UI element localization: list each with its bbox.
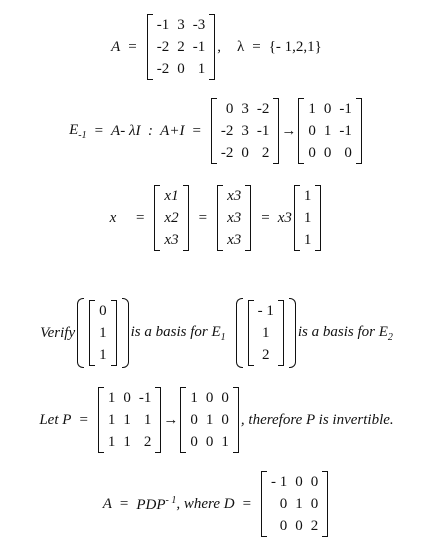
- matrix-col: -1 -2 -2: [156, 17, 170, 77]
- basis-text-2: is a basis for $E_2$: [297, 323, 393, 343]
- equals-sign: =: [135, 209, 145, 226]
- comma: ,: [217, 38, 221, 55]
- equals-sign: =: [119, 495, 129, 512]
- matrix-col: 3 2 0: [177, 17, 185, 77]
- invertible-text: , therefore P is invertible.: [240, 411, 394, 428]
- lambda-symbol: λ: [236, 38, 245, 55]
- matrix-a-plus-i: 0 -2 -2 3 3 0 -2 -1 2: [211, 98, 280, 164]
- eigenvalue-set: {- 1,2,1}: [268, 38, 322, 55]
- arrow-icon: →: [163, 411, 179, 428]
- equals-sign: =: [242, 495, 252, 512]
- vector-x3: x3 x3 x3: [217, 185, 251, 251]
- equals-sign: =: [261, 209, 270, 226]
- equals-sign: =: [94, 122, 104, 139]
- equals-sign: =: [128, 38, 137, 55]
- let-p-label: Let P: [39, 411, 72, 428]
- matrix-a-label: A: [111, 38, 121, 55]
- matrix-identity: 1 0 0 0 1 0 0 0 1: [180, 387, 239, 453]
- basis-set-1: 0 1 1: [83, 300, 123, 366]
- equation-verify-basis: [0, 296, 433, 370]
- matrix-d: - 1 0 0 0 1 0 0 0 2: [261, 471, 328, 537]
- equation-let-p: [0, 384, 433, 456]
- matrix-a-label: A: [102, 495, 112, 512]
- matrix-a: [147, 14, 216, 80]
- equation-diagonalization: [0, 468, 433, 540]
- matrix-col: -3 -1 1: [192, 17, 206, 77]
- equation-e-minus1: [0, 96, 433, 166]
- coefficient: x3: [277, 209, 292, 226]
- basis-set-2: - 1 1 2: [242, 300, 290, 366]
- verify-label: Verify: [40, 324, 76, 341]
- equation-a-lambda: [0, 12, 433, 82]
- arrow-icon: →: [281, 122, 297, 139]
- matrix-rref: 1 0 0 0 1 0 -1 -1 0: [298, 98, 362, 164]
- matrix-p: 1 1 1 0 1 1 -1 1 2: [98, 387, 162, 453]
- where-d-text: , where D: [176, 495, 235, 512]
- vector-x123: x1 x2 x3: [154, 185, 188, 251]
- pdp-inverse: $PDP^{- 1}$: [136, 494, 177, 513]
- equals-sign: =: [252, 38, 261, 55]
- x-vector-label: x⃗: [109, 209, 128, 226]
- equals-sign: =: [198, 209, 208, 226]
- equation-x-vector: [0, 182, 433, 254]
- expression: A- λI : A+I: [111, 122, 185, 139]
- vector-ones: 1 1 1: [294, 185, 322, 251]
- equals-sign: =: [192, 122, 201, 139]
- equals-sign: =: [79, 411, 88, 428]
- eigenspace-label: $E_{-1}$: [69, 121, 87, 141]
- basis-text-1: is a basis for $E_1$: [130, 323, 226, 343]
